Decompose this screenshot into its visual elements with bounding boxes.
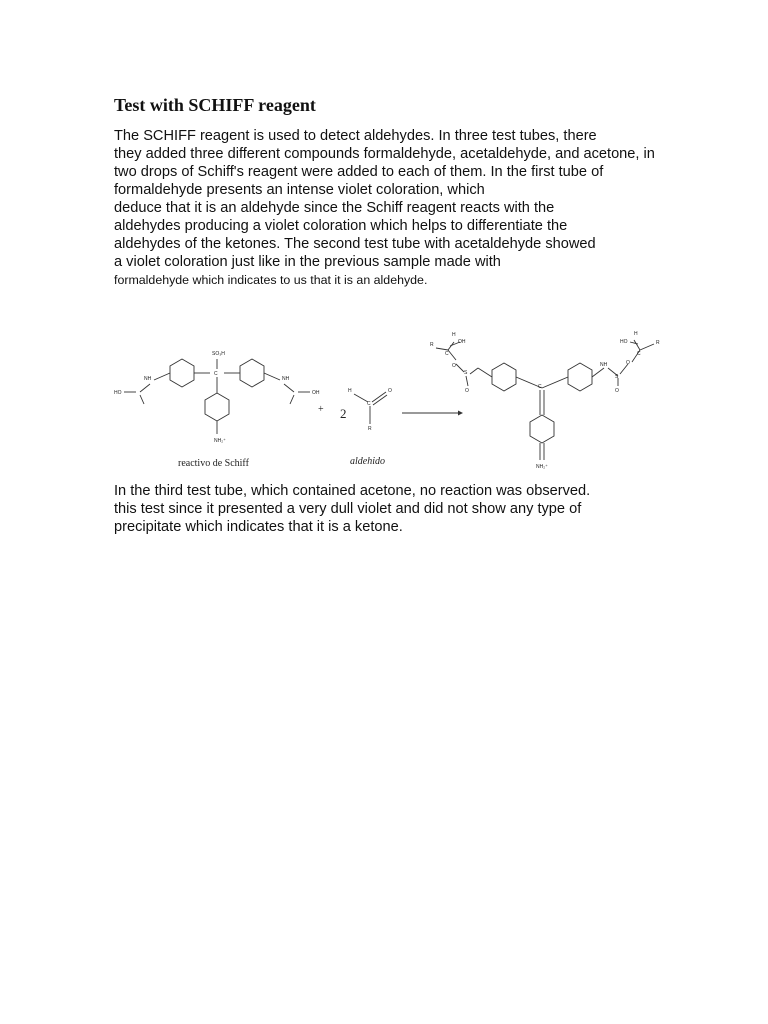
reaction-arrow xyxy=(402,411,463,416)
atom-label: NH₂⁺ xyxy=(214,438,226,444)
atom-label: H xyxy=(634,331,638,337)
atom-label: H xyxy=(452,332,456,338)
text-line: formaldehyde which indicates to us that it is an aldehyde. xyxy=(114,273,428,287)
atom-label: NH xyxy=(282,376,290,382)
atom-label: S xyxy=(464,370,468,376)
text-line: deduce that it is an aldehyde since the Schiff reagent reacts with the xyxy=(114,200,555,216)
text-line: this test since it presented a very dull violet and did not show any type of xyxy=(114,501,582,517)
atom-label: C xyxy=(538,384,542,390)
aldehyde-structure xyxy=(348,388,392,432)
reaction-figure xyxy=(110,322,680,472)
reaction-scheme xyxy=(110,322,680,472)
atom-label: NH xyxy=(144,376,152,382)
product-structure xyxy=(430,331,660,470)
atom-label: O xyxy=(626,360,630,366)
atom-label: O xyxy=(465,388,469,394)
atom-label: O xyxy=(615,388,619,394)
page-title: Test with SCHIFF reagent xyxy=(114,95,316,115)
text-line: precipitate which indicates that it is a ketone. xyxy=(114,519,403,535)
text-line: The SCHIFF reagent is used to detect aldehydes. In three test tubes, there xyxy=(114,128,597,144)
atom-label: O xyxy=(388,388,392,394)
atom-label: H xyxy=(348,388,352,394)
atom-label: NH xyxy=(600,362,608,368)
text-line: two drops of Schiff's reagent were added to each of them. In the first tube of xyxy=(114,164,604,180)
text-line: In the third test tube, which contained acetone, no reaction was observed. xyxy=(114,483,591,499)
atom-label: OH xyxy=(458,339,466,345)
atom-label: R xyxy=(656,340,660,346)
stoichiometric-coefficient: 2 xyxy=(340,406,347,421)
atom-label: C xyxy=(637,351,641,357)
atom-label: C xyxy=(214,371,218,377)
text-line: formaldehyde presents an intense violet coloration, which xyxy=(114,182,485,198)
conclusion-paragraph xyxy=(114,482,590,536)
atom-label: C xyxy=(445,351,449,357)
atom-label: HO xyxy=(620,339,628,345)
atom-label: R xyxy=(368,426,372,432)
text-line: a violet coloration just like in the previous sample made with xyxy=(114,254,501,270)
schiff-reagent-structure xyxy=(114,351,320,444)
plus-sign: + xyxy=(318,404,324,415)
schiff-reagent-label: reactivo de Schiff xyxy=(178,458,249,469)
atom-label: OH xyxy=(312,390,320,396)
text-line: aldehydes of the ketones. The second test tube with acetaldehyde showed xyxy=(114,236,596,252)
intro-paragraph xyxy=(114,127,655,289)
atom-label: O xyxy=(452,363,456,369)
text-line: they added three different compounds formaldehyde, acetaldehyde, and acetone, in xyxy=(114,146,655,162)
atom-label: R xyxy=(430,342,434,348)
atom-label: HO xyxy=(114,390,122,396)
atom-label: C xyxy=(367,401,371,407)
aldehyde-label: aldehido xyxy=(350,456,385,467)
atom-label: S xyxy=(615,374,619,380)
atom-label: SO₃H xyxy=(212,351,225,357)
text-line: aldehydes producing a violet coloration which helps to differentiate the xyxy=(114,218,568,234)
atom-label: NH₂⁺ xyxy=(536,464,548,470)
